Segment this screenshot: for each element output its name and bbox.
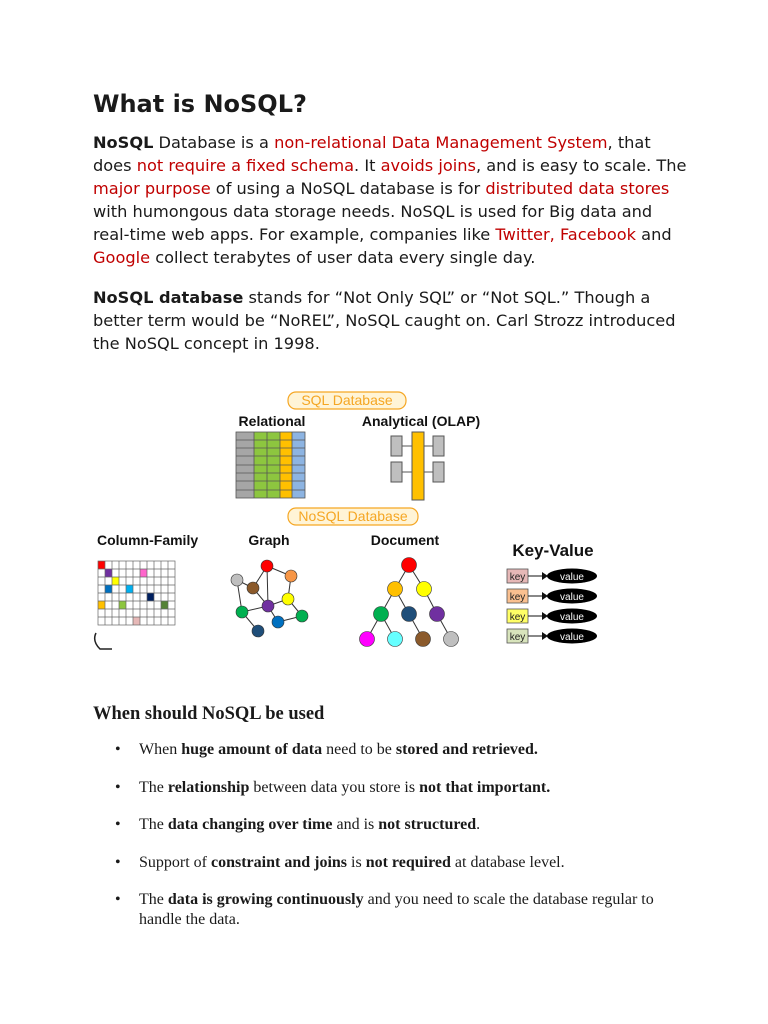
definition-paragraph: NoSQL database stands for “Not Only SQL” or “Not SQL.” Though a better term would be “NoREL”, NoSQL caught on. Carl Strozz introduced the NoSQL concept in 1998. xyxy=(93,288,676,353)
olap-icon xyxy=(391,432,444,500)
bullet-icon: • xyxy=(115,853,121,871)
sql-database-label: SQL Database xyxy=(301,392,393,408)
relational-table-icon xyxy=(236,432,305,498)
graph-icon xyxy=(231,560,308,637)
term-nosql-database: NoSQL database xyxy=(93,288,244,307)
list-item: • When huge amount of data need to be stored and retrieved. xyxy=(115,741,538,758)
graph-label: Graph xyxy=(248,532,290,548)
column-family-label: Column-Family xyxy=(97,532,199,548)
highlight: avoids joins xyxy=(380,156,476,175)
list-item: • Support of constraint and joins is not required at database level. xyxy=(115,853,565,871)
relational-label: Relational xyxy=(238,413,306,429)
kv-row xyxy=(507,609,597,624)
usage-list xyxy=(93,740,673,948)
term-nosql: NoSQL xyxy=(93,133,154,152)
page-title: What is NoSQL? xyxy=(93,90,307,118)
bullet-icon: • xyxy=(115,778,121,796)
highlight: Twitter, Facebook xyxy=(495,225,637,244)
key-value-label: Key-Value xyxy=(512,541,594,560)
highlight: distributed data stores xyxy=(485,179,670,198)
kv-row xyxy=(507,589,597,604)
highlight: non-relational Data Management System xyxy=(274,133,608,152)
kv-value-text: value xyxy=(560,632,584,643)
kv-key-text: key xyxy=(509,632,526,643)
bullet-icon: • xyxy=(115,816,121,833)
kv-value-text: value xyxy=(560,572,584,583)
kv-key-text: key xyxy=(509,572,526,583)
bullet-icon: • xyxy=(115,741,121,758)
list-item: • The data changing over time and is not structured. xyxy=(115,816,481,833)
list-item: • The relationship between data you store is not that important. xyxy=(115,778,551,796)
highlight: major purpose xyxy=(93,179,211,198)
kv-value-text: value xyxy=(560,612,584,623)
kv-value-text: value xyxy=(560,592,584,603)
kv-row xyxy=(507,569,597,584)
highlight: Google xyxy=(93,248,151,267)
key-value-icon xyxy=(507,569,597,644)
kv-key-text: key xyxy=(509,592,526,603)
intro-paragraph: NoSQL Database is a non-relational Data Management System, that does not require a fixed schema. It avoids joins, and is easy to scale. The major purpose of using a NoSQL database is for distributed data stores with humongous data storage needs. NoSQL is used for Big data and real-time web apps. For example, companies like Twitter, Facebook and Google collect terabytes of user data every single day. xyxy=(93,133,687,267)
bullet-icon: • xyxy=(115,891,121,908)
column-family-grid-icon xyxy=(95,561,175,649)
highlight: not require a fixed schema xyxy=(136,156,355,175)
document-label: Document xyxy=(370,532,440,548)
section-title: When should NoSQL be used xyxy=(93,704,325,724)
nosql-database-badge xyxy=(288,508,418,525)
nosql-database-label: NoSQL Database xyxy=(298,508,408,524)
kv-row xyxy=(507,629,597,644)
analytical-label: Analytical (OLAP) xyxy=(361,413,481,429)
sql-database-badge xyxy=(288,392,406,409)
sql-vs-nosql-diagram xyxy=(0,380,768,670)
kv-key-text: key xyxy=(509,612,526,623)
list-item: • The data is growing continuously and you need to scale the database regular to handle the data. xyxy=(115,891,654,928)
document-tree-icon xyxy=(360,558,459,647)
